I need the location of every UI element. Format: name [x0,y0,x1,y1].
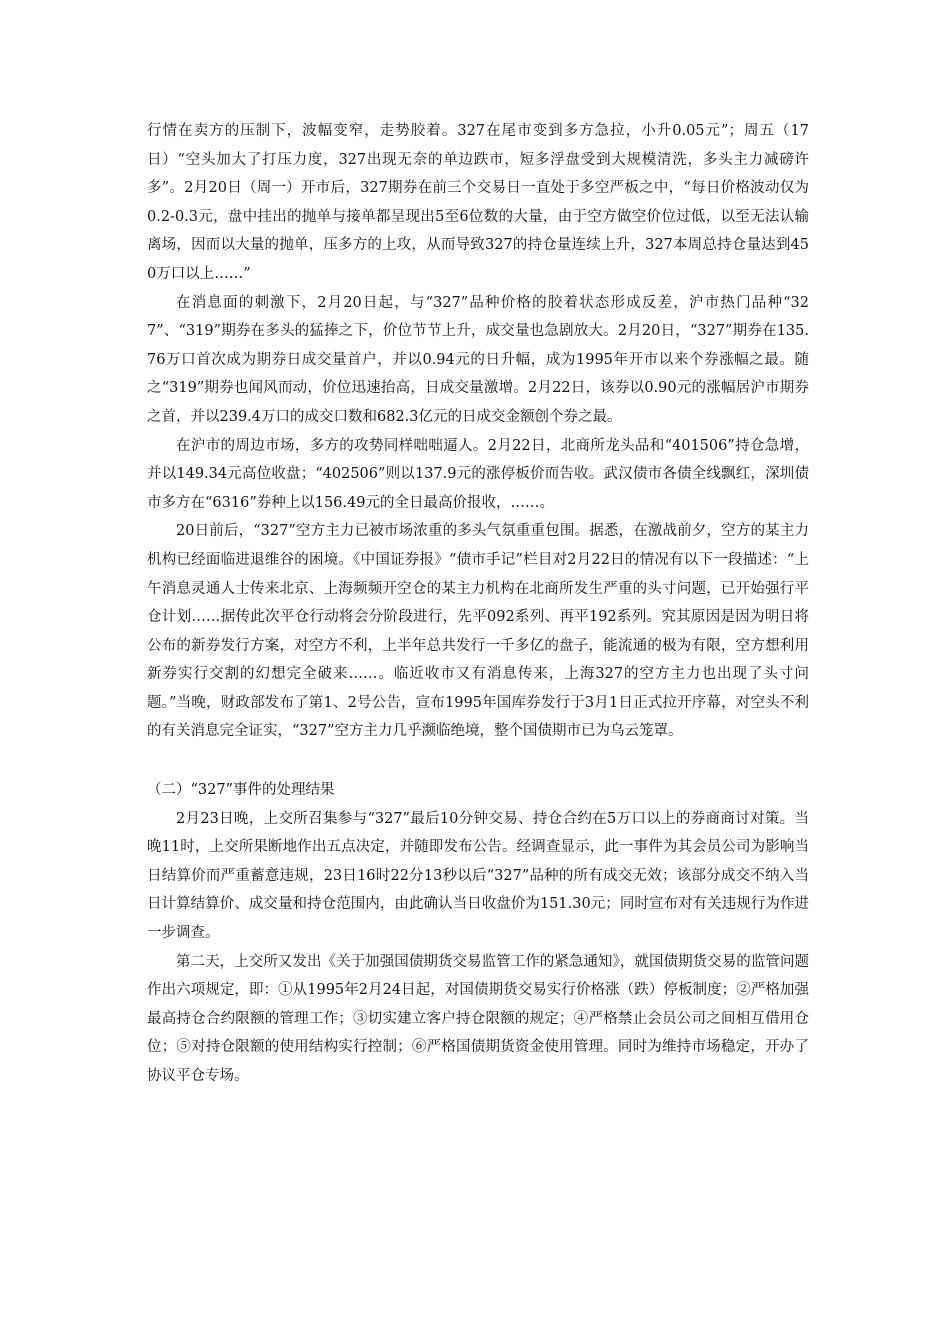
paragraph-news-stimulus: 在消息面的刺激下，2月20日起，与“327”品种价格的胶着状态形成反差，沪市热门品种“327”、“319”期券在多头的猛捧之下，价位节节上升，成交量也急剧放大。2月20日，“327”期券在135.76万口首次成为期券日成交量首户，并以0.94元的日升幅，成为1995年开市以来个券涨幅之最。随之“319”期券也闻风而动，价位迅速抬高，日成交量激增。2月22日，该券以0.90元的涨幅居沪市期券之首，并以239.4万口的成交口数和682.3亿元的日成交金额创个券之最。 [147,294,809,425]
section-heading: （二）“327”事件的处理结果 [147,782,335,799]
paragraph-emergency-notice: 第二天，上交所又发出《关于加强国债期货交易监管工作的紧急通知》，就国债期货交易的监管问题作出六项规定，即：①从1995年2月24日起，对国债期货交易实行价格涨（跌）停板制度；②严格加强最高持仓合约限额的管理工作；③切实建立客户持仓限额的规定；④严格禁止会员公司之间相互借用仓位；⑤对持仓限额的使用结构实行控制；⑥严格国债期货资金使用管理。同时为维持市场稳定，开办了协议平仓专场。 [147,953,809,1084]
paragraph-short-side-crisis: 20日前后，“327”空方主力已被市场浓重的多头气氛重重包围。据悉，在激战前夕，空方的某主力机构已经面临进退维谷的困境。《中国证券报》“债市手记”栏目对2月22日的情况有以下一段描述：“上午消息灵通人士传来北京、上海频频开空仓的某主力机构在北商所发生严重的头寸问题，已开始强行平仓计划……据传此次平仓行动将会分阶段进行，先平092系列、再平192系列。究其原因是因为明日将公布的新券发行方案，对空方不利，上半年总共发行一千多亿的盘子，能流通的极为有限，空方想利用新券实行交割的幻想完全破来……。临近收市又有消息传来，上海327的空方主力也出现了头寸问题。”当晚，财政部发布了第1、2号公告，宣布1995年国库券发行于3月1日正式拉开序幕，对空头不利的有关消息完全证实，“327”空方主力几乎濒临绝境，整个国债期市已为乌云笼罩。 [147,523,809,740]
section-spacer [147,746,809,776]
document-page [147,117,809,1091]
paragraph-continuation: 行情在卖方的压制下，波幅变窄，走势胶着。327在尾市变到多方急拉，小升0.05元”；周五（17日）“空头加大了打压力度，327出现无奈的单边跌市，短多浮盘受到大规模清洗，多头主力减磅许多”。2月20日（周一）开市后，327期券在前三个交易日一直处于多空严板之中，“每日价格波动仅为0.2-0.3元，盘中挂出的抛单与接单都呈现出5至6位数的大量，由于空方做空价位过低，以至无法认输离场，因而以大量的抛单，压多方的上攻，从而导致327的持仓量连续上升，327本周总持仓量达到450万口以上……” [147,123,809,282]
paragraph-exchange-decision: 2月23日晚，上交所召集参与“327”最后10分钟交易、持仓合约在5万口以上的券商商讨对策。当晚11时，上交所果断地作出五点决定，并随即发布公告。经调查显示，此一事件为其会员公司为影响当日结算价而严重蓄意违规，23日16时22分13秒以后“327”品种的所有成交无效；该部分成交不纳入当日计算结算价、成交量和持仓范围内，由此确认当日收盘价为151.30元；同时宣布对有关违规行为作进一步调查。 [147,810,809,942]
paragraph-surrounding-markets: 在沪市的周边市场，多方的攻势同样咄咄逼人。2月22日，北商所龙头品和“401506”持仓急增，并以149.34元高位收盘；“402506”则以137.9元的涨停板价而告收。武汉债市各债全线飘红，深圳债市多方在“6316”券种上以156.49元的全日最高价报收，……。 [147,437,809,511]
